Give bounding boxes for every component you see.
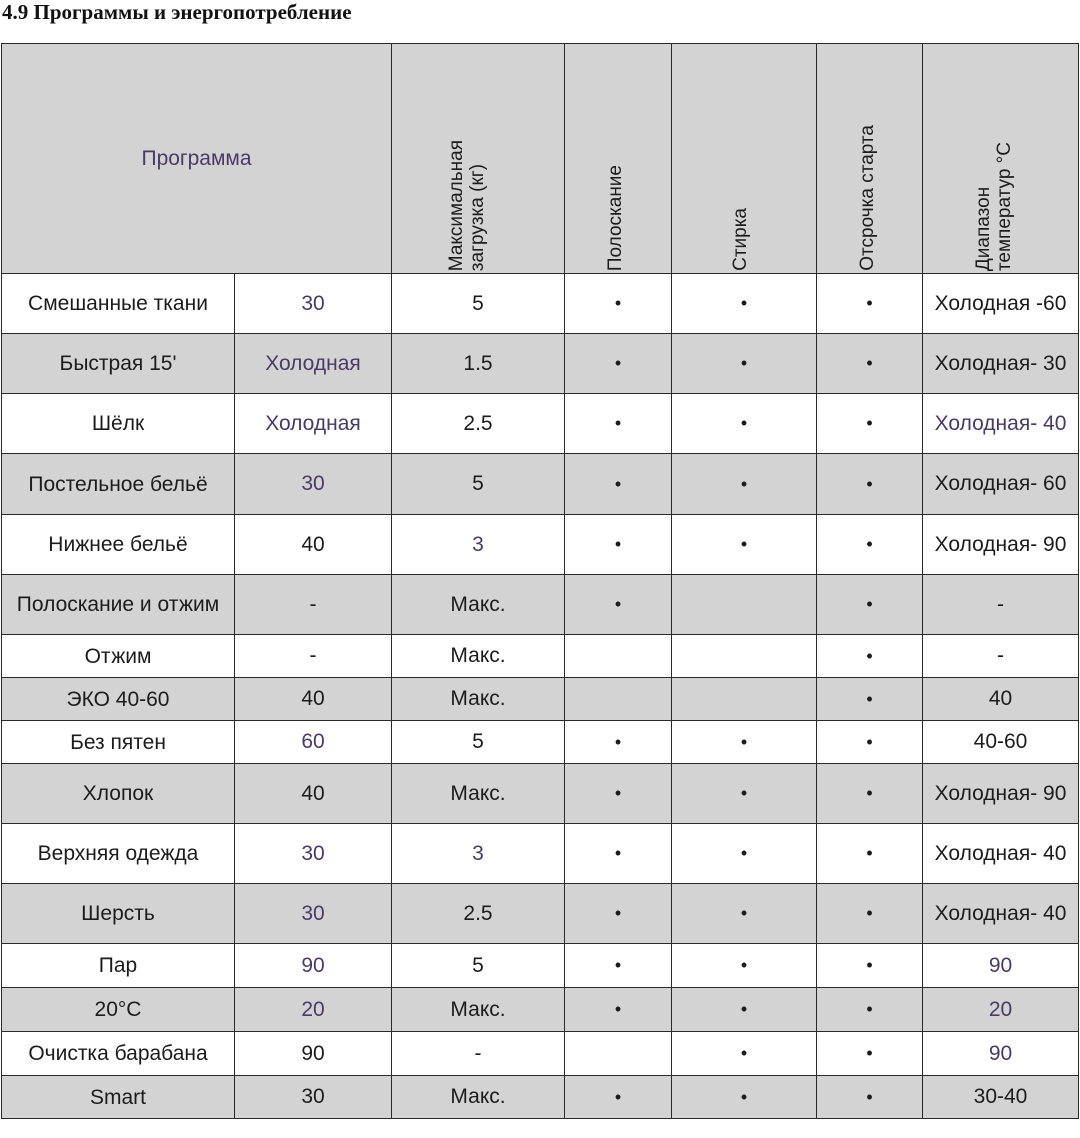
program-name: Шерсть <box>2 884 235 944</box>
rinse-mark: • <box>565 721 672 764</box>
delay-mark: • <box>817 635 923 678</box>
header-delay-start-label: Отсрочка старта <box>857 125 878 271</box>
program-temp: Холодная <box>235 334 392 394</box>
program-load: 2.5 <box>392 394 565 454</box>
wash-mark: • <box>672 944 817 988</box>
program-load: 3 <box>392 824 565 884</box>
table-row <box>2 764 1079 824</box>
table-row <box>2 575 1079 635</box>
wash-mark: • <box>672 721 817 764</box>
temp-range-text: - <box>997 644 1004 667</box>
program-load: 5 <box>392 721 565 764</box>
rinse-mark: • <box>565 944 672 988</box>
program-temp: 40 <box>235 764 392 824</box>
temp-range-text: Холодная- 60 <box>934 472 1067 495</box>
rinse-mark <box>565 1032 672 1076</box>
temp-range-text: Холодная -60 <box>934 291 1067 315</box>
wash-mark: • <box>672 1076 817 1119</box>
rinse-mark: • <box>565 454 672 515</box>
temp-range <box>923 944 1079 988</box>
wash-mark: • <box>672 884 817 944</box>
temp-range-text: Холодная- 40 <box>934 841 1067 865</box>
temp-range-text: 40 <box>988 687 1013 710</box>
program-load: Макс. <box>392 1076 565 1119</box>
rinse-mark: • <box>565 334 672 394</box>
wash-mark: • <box>672 824 817 884</box>
program-load: Макс. <box>392 988 565 1032</box>
table-row <box>2 884 1079 944</box>
header-max-load <box>392 44 565 274</box>
program-load: 5 <box>392 454 565 515</box>
temp-range-text: Холодная- 40 <box>934 411 1067 435</box>
temp-range-text: Холодная- 40 <box>934 901 1067 925</box>
wash-mark: • <box>672 394 817 454</box>
table-row <box>2 1076 1079 1119</box>
program-temp: Холодная <box>235 394 392 454</box>
rinse-mark <box>565 635 672 678</box>
temp-range <box>923 515 1079 575</box>
table-row <box>2 678 1079 721</box>
program-name: Верхняя одежда <box>2 824 235 884</box>
wash-mark <box>672 575 817 635</box>
delay-mark: • <box>817 678 923 721</box>
delay-mark: • <box>817 394 923 454</box>
temp-range-text: - <box>997 592 1004 616</box>
program-load: 5 <box>392 944 565 988</box>
delay-mark: • <box>817 721 923 764</box>
temp-range <box>923 721 1079 764</box>
temp-range <box>923 678 1079 721</box>
program-load: - <box>392 1032 565 1076</box>
program-load: Макс. <box>392 575 565 635</box>
program-name: Шёлк <box>2 394 235 454</box>
header-row <box>2 44 1079 274</box>
wash-mark: • <box>672 274 817 334</box>
program-temp: 30 <box>235 1076 392 1119</box>
temp-range-text: 90 <box>988 953 1013 977</box>
temp-range-text: 90 <box>988 1041 1013 1065</box>
program-temp: 90 <box>235 944 392 988</box>
rinse-mark: • <box>565 884 672 944</box>
wash-mark: • <box>672 764 817 824</box>
delay-mark: • <box>817 575 923 635</box>
rinse-mark: • <box>565 988 672 1032</box>
table-row <box>2 454 1079 515</box>
program-temp: 30 <box>235 274 392 334</box>
program-load: Макс. <box>392 764 565 824</box>
program-temp: 40 <box>235 678 392 721</box>
section-title: 4.9 Программы и энергопотребление <box>2 0 352 24</box>
temp-range <box>923 884 1079 944</box>
table-row <box>2 334 1079 394</box>
program-load: Макс. <box>392 678 565 721</box>
program-name: 20°C <box>2 988 235 1032</box>
delay-mark: • <box>817 515 923 575</box>
program-load: 5 <box>392 274 565 334</box>
table-row <box>2 988 1079 1032</box>
rinse-mark: • <box>565 515 672 575</box>
temp-range <box>923 575 1079 635</box>
temp-range-text: Холодная- 90 <box>934 532 1067 556</box>
header-program: Программа <box>2 44 392 274</box>
temp-range <box>923 454 1079 515</box>
delay-mark: • <box>817 274 923 334</box>
table-row <box>2 824 1079 884</box>
program-temp: - <box>235 575 392 635</box>
temp-range-text: Холодная- 90 <box>934 781 1067 805</box>
header-temp-range <box>923 44 1079 274</box>
temp-range-text: 40-60 <box>973 730 1028 753</box>
table-row <box>2 274 1079 334</box>
program-name: Пар <box>2 944 235 988</box>
table-row <box>2 721 1079 764</box>
program-name: Без пятен <box>2 721 235 764</box>
program-load: 3 <box>392 515 565 575</box>
program-temp: - <box>235 635 392 678</box>
temp-range-text: 20 <box>988 997 1013 1021</box>
rinse-mark <box>565 678 672 721</box>
delay-mark: • <box>817 884 923 944</box>
temp-range-text: 30-40 <box>973 1085 1028 1108</box>
table-row <box>2 635 1079 678</box>
program-name: Смешанные ткани <box>2 274 235 334</box>
program-load: 1.5 <box>392 334 565 394</box>
temp-range-text: Холодная- 30 <box>934 351 1067 375</box>
program-temp: 40 <box>235 515 392 575</box>
program-temp: 30 <box>235 824 392 884</box>
temp-range <box>923 635 1079 678</box>
table-row <box>2 515 1079 575</box>
header-rinse <box>565 44 672 274</box>
header-temp-range-label: Диапазон температур °C <box>973 141 1015 271</box>
temp-range <box>923 1032 1079 1076</box>
header-max-load-label: Максимальная загрузка (кг) <box>446 139 488 271</box>
wash-mark <box>672 635 817 678</box>
rinse-mark: • <box>565 575 672 635</box>
delay-mark: • <box>817 1076 923 1119</box>
program-name: Полоскание и отжим <box>2 575 235 635</box>
delay-mark: • <box>817 454 923 515</box>
temp-range <box>923 274 1079 334</box>
delay-mark: • <box>817 824 923 884</box>
program-name: Хлопок <box>2 764 235 824</box>
program-temp: 60 <box>235 721 392 764</box>
wash-mark: • <box>672 515 817 575</box>
rinse-mark: • <box>565 394 672 454</box>
delay-mark: • <box>817 764 923 824</box>
temp-range <box>923 824 1079 884</box>
program-temp: 30 <box>235 454 392 515</box>
wash-mark <box>672 678 817 721</box>
temp-range <box>923 988 1079 1032</box>
rinse-mark: • <box>565 824 672 884</box>
program-load: 2.5 <box>392 884 565 944</box>
programs-table <box>1 43 1079 1119</box>
table-row <box>2 944 1079 988</box>
temp-range <box>923 1076 1079 1119</box>
temp-range <box>923 394 1079 454</box>
delay-mark: • <box>817 334 923 394</box>
program-temp: 30 <box>235 884 392 944</box>
program-name: ЭКО 40-60 <box>2 678 235 721</box>
rinse-mark: • <box>565 274 672 334</box>
program-name: Постельное бельё <box>2 454 235 515</box>
program-name: Smart <box>2 1076 235 1119</box>
program-name: Нижнее бельё <box>2 515 235 575</box>
header-rinse-label: Полоскание <box>605 164 626 271</box>
delay-mark: • <box>817 988 923 1032</box>
delay-mark: • <box>817 1032 923 1076</box>
program-name: Отжим <box>2 635 235 678</box>
program-load: Макс. <box>392 635 565 678</box>
table-row <box>2 394 1079 454</box>
wash-mark: • <box>672 1032 817 1076</box>
header-delay-start <box>817 44 923 274</box>
temp-range <box>923 764 1079 824</box>
rinse-mark: • <box>565 1076 672 1119</box>
program-temp: 90 <box>235 1032 392 1076</box>
wash-mark: • <box>672 988 817 1032</box>
table-row <box>2 1032 1079 1076</box>
program-temp: 20 <box>235 988 392 1032</box>
wash-mark: • <box>672 454 817 515</box>
wash-mark: • <box>672 334 817 394</box>
delay-mark: • <box>817 944 923 988</box>
temp-range <box>923 334 1079 394</box>
program-name: Очистка барабана <box>2 1032 235 1076</box>
program-name: Быстрая 15' <box>2 334 235 394</box>
header-wash <box>672 44 817 274</box>
header-wash-label: Стирка <box>730 208 751 271</box>
rinse-mark: • <box>565 764 672 824</box>
